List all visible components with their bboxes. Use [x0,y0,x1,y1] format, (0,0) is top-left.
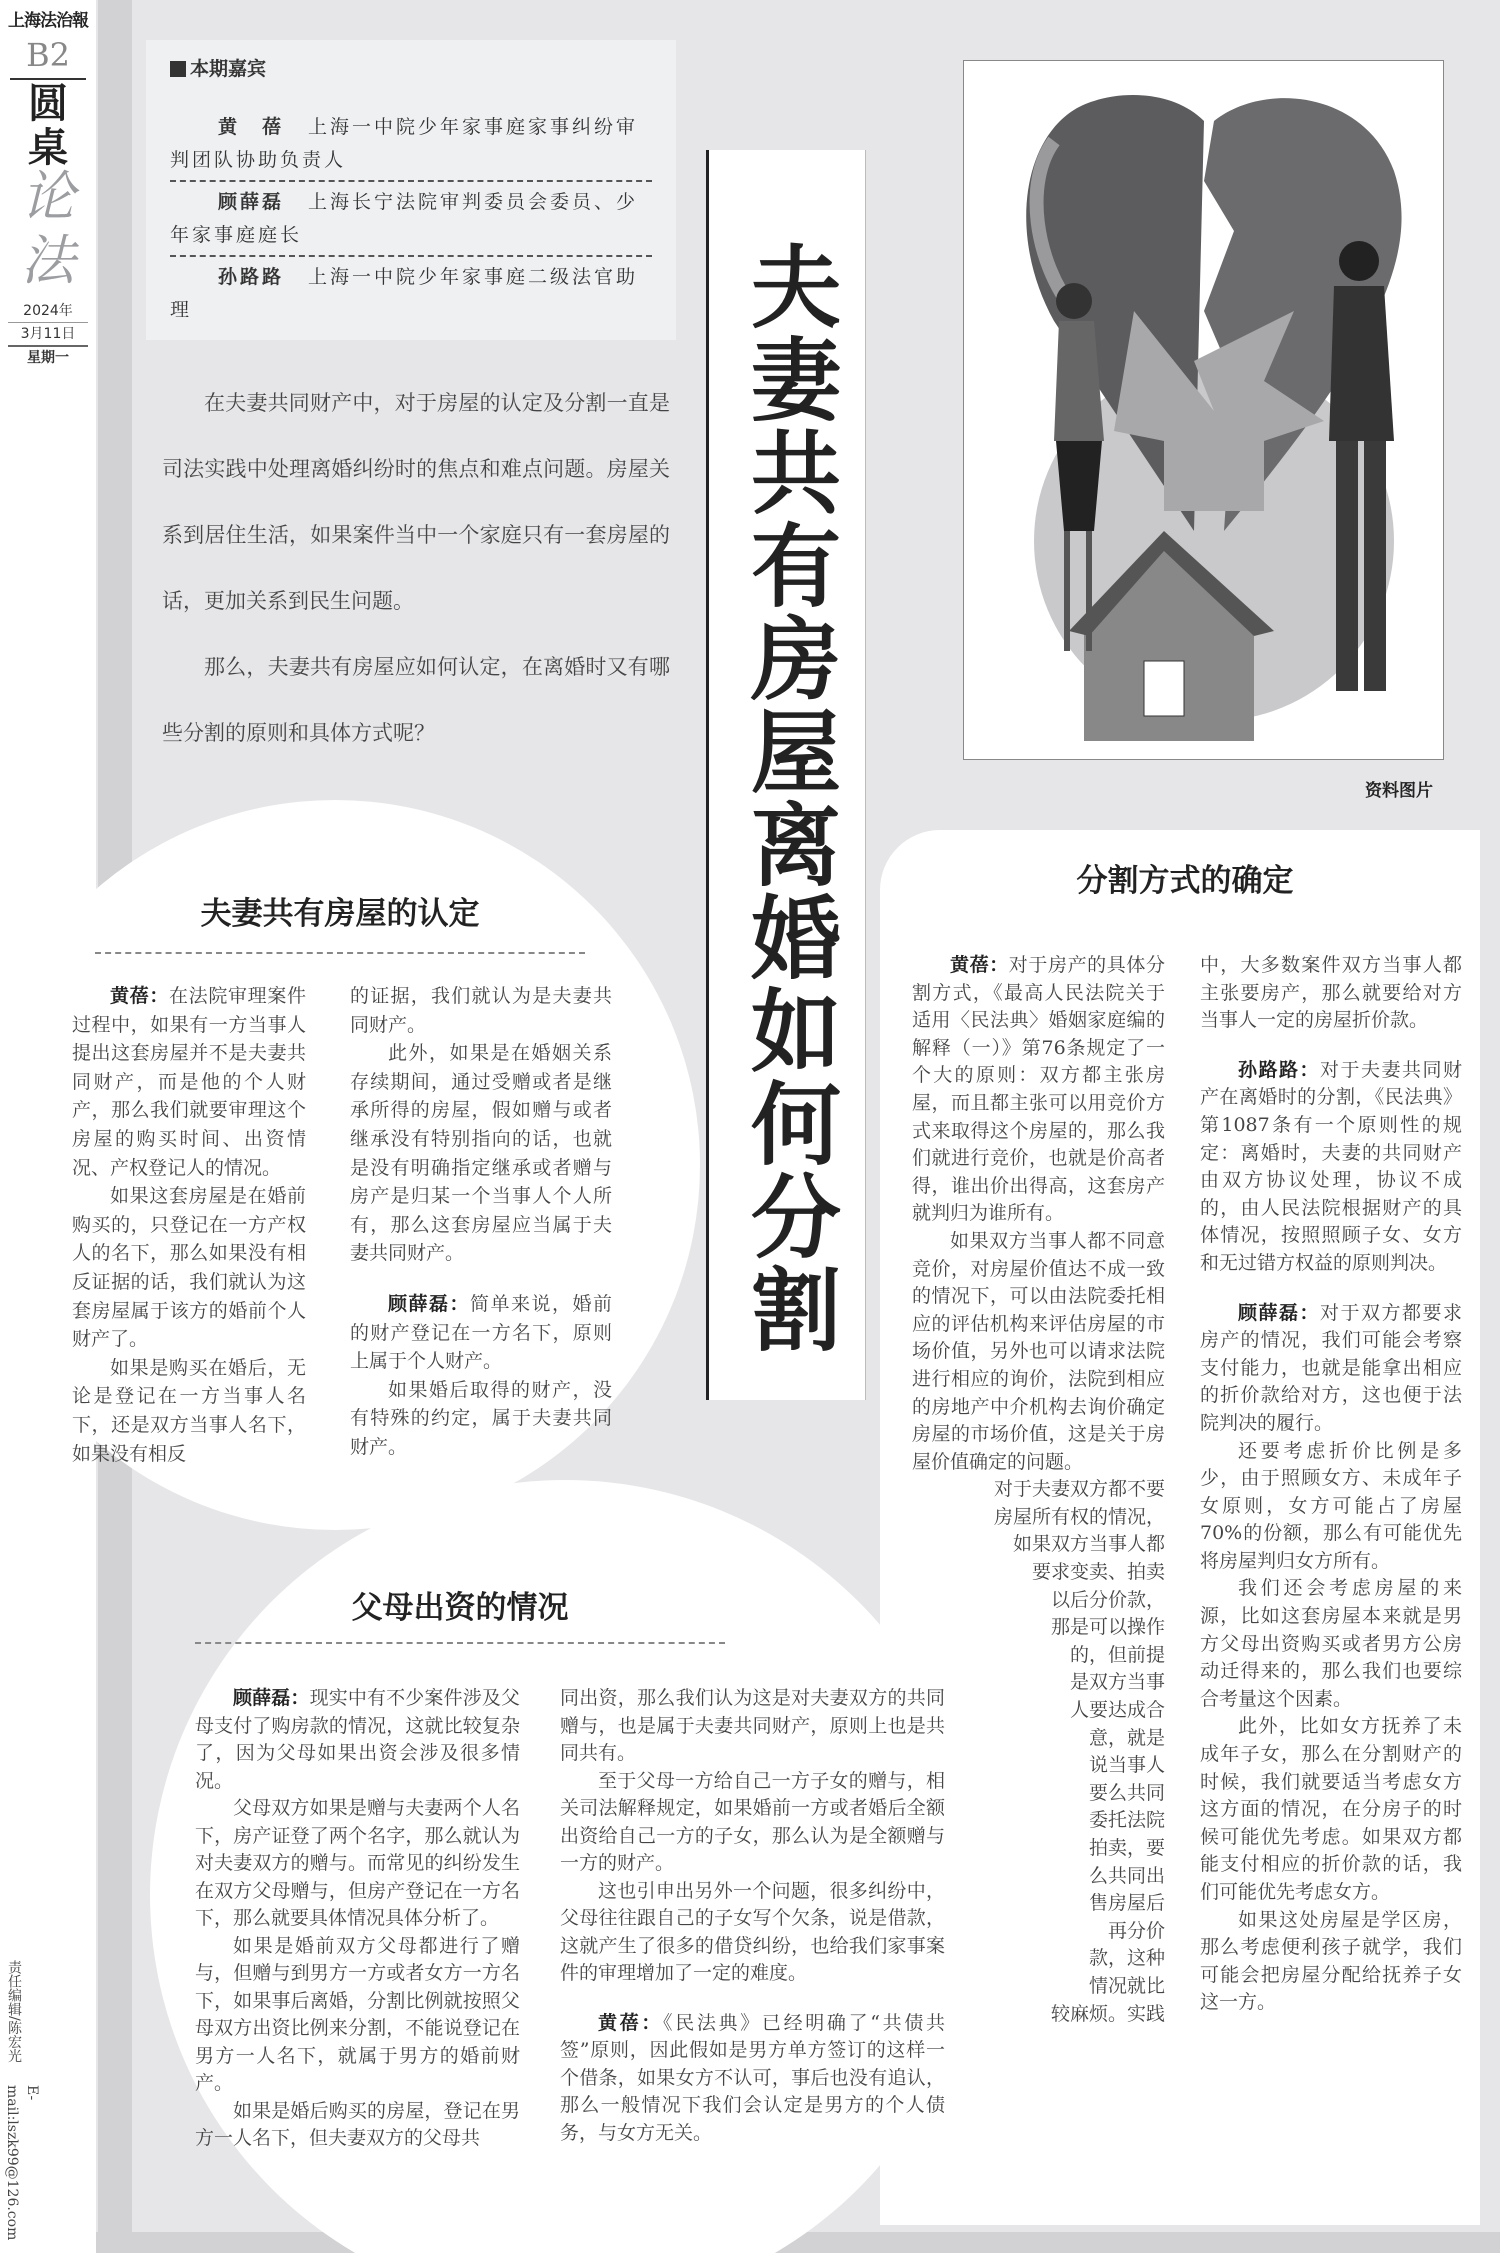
guest-role: 上海一中院少年家事庭家事纠纷审判团队协助负责人 [170,116,639,171]
paragraph-text: 我们还会考虑房屋的来源，比如这套房屋本来就是男方父母出资购买或者男方公房动迁得来的，那么我们也要综合考量这个因素。 [1200,1577,1462,1710]
newspaper-logo: 上海法治報 [8,11,88,31]
paragraph-text: 中，大多数案件双方当事人都主张要房产，那么就要给对方当事人一定的房屋折价款。 [1200,954,1462,1032]
paragraph-text: 如果双方当事人都不同意竞价，对房屋价值达不成一致的情况下，可以由法院委托相应的评估机构来评估房屋的市场价值，另外也可以请求法院进行相应的询价，法院到相应的房地产中介机构去询价确定房屋的市场价值，这是关于房屋价值确定的问题。 [912,1229,1165,1473]
article-paragraph [1200,1438,1462,1576]
guests-box [146,40,676,340]
article-paragraph [350,982,612,1039]
guest-entry [170,257,652,330]
issue-day: 3月11日 [8,322,88,347]
paragraph-text: 至于父母一方给自己一方子女的赠与，相关司法解释规定，如果婚前一方或者婚后全额出资给自己一方的子女，那么认为是全额赠与一方的财产。 [560,1769,945,1874]
section-divider [195,1642,725,1644]
speaker-name: 顾薛磊： [388,1292,470,1315]
paragraph-text: 《民法典》已经明确了“共债共签”原则，因此假如是男方单方签订的这样一个借条，如果女方不认可，事后也没有追认，那么一般情况下我们会认定是男方的个人债务，与女方无关。 [560,2011,945,2144]
article-paragraph [195,1933,520,2098]
intro-paragraph: 那么，夫妻共有房屋应如何认定，在离婚时又有哪些分割的原则和具体方式呢？ [162,655,670,745]
illustration-image [963,60,1444,760]
guest-name: 孙路路 [218,266,285,288]
paragraph-text: 如果是购买在婚后，无论是登记在一方当事人名下，还是双方当事人名下，如果没有相反 [72,1356,306,1465]
paragraph-text: 这也引申出另外一个问题，很多纠纷中，父母往往跟自己的子女写个欠条，说是借款，这就产生了很多的借贷纠纷，也给我们家事案件的审理增加了一定的难度。 [560,1879,945,1984]
article-paragraph [1200,952,1462,1035]
article-paragraph [350,1039,612,1268]
article-paragraph [1200,1907,1462,2017]
paragraph-text: 的证据，我们就认为是夫妻共同财产。 [350,985,612,1036]
article-paragraph [72,982,306,1182]
editor-email: E-mail:lszk99@126.com [4,2085,40,2241]
paragraph-text: 此外，比如女方抚养了未成年子女，那么在分割财产的时候，我们就要适当考虑女方这方面的情况，在分房子的时候可能优先考虑。如果双方都能支付相应的折价款的话，我们可能优先考虑女方。 [1200,1715,1462,1903]
paragraph-text: 对于双方都要求房产的情况，我们可能会考察支付能力，也就是能拿出相应的折价款给对方，这也便于法院判决的履行。 [1200,1301,1462,1434]
section-divider [95,952,585,954]
editor-credit: 责任编辑/陈宏光 [6,1960,22,2063]
article-column [1200,952,1462,2017]
article-paragraph [1200,1057,1462,1278]
paragraph-text: 父母双方如果是赠与夫妻两个人名下，房产证登了两个名字，那么就认为对夫妻双方的赠与。而常见的纠纷发生在双方父母赠与，但房产登记在一方名下，那么就要具体情况具体分析了。 [195,1797,520,1929]
paragraph-text: 对于夫妻共同财产在离婚时的分割，《民法典》第1087条有一个原则性的规定：离婚时，夫妻的共同财产由双方协议处理，协议不成的，由人民法院根据财产的具体情况，按照照顾子女、女方和无过错方权益的原则判决。 [1200,1058,1462,1274]
article-paragraph [72,1182,306,1354]
paragraph-text: 此外，如果是在婚姻关系存续期间，通过受赠或者是继承所得的房屋，假如赠与或者继承没有特别指向的话，也就是没有明确指定继承或者赠与房产是归某一个当事人个人所有，那么这套房屋应当属于夫妻共同财产。 [350,1042,612,1265]
article-column [195,1685,520,2153]
paragraph-text: 如果是婚后购买的房屋，登记在男方一人名下，但夫妻双方的父母共 [195,2099,520,2149]
speaker-name: 黄蓓： [110,985,169,1007]
intro-paragraph: 在夫妻共同财产中，对于房屋的认定及分割一直是司法实践中处理离婚纠纷时的焦点和难点问题。房屋关系到居住生活，如果案件当中一个家庭只有一套房屋的话，更加关系到民生问题。 [162,391,670,613]
article-paragraph [195,1795,520,1933]
column-name-calligraphy: 论法 [21,165,75,292]
guest-entry [170,182,652,257]
guest-role: 上海长宁法院审判委员会委员、少年家事庭庭长 [170,191,639,246]
article-paragraph [350,1376,612,1462]
speaker-name: 顾薛磊： [233,1687,310,1709]
issue-date [8,300,88,369]
paragraph-text: 对于夫妻双方都不要房屋所有权的情况，如果双方当事人都要求变卖、拍卖以后分价款，那是可以操作的，但前提是双方当事人要达成合意，就是说当事人要么共同委托法院拍卖，要么共同出售房屋后再分价款，这种情况就比较麻烦。实践 [993,1478,1165,2025]
paragraph-text: 还要考虑折价比例是多少，由于照顾女方、未成年子女原则，女方可能占了房屋70%的份额，那么有可能优先将房屋判归女方所有。 [1200,1439,1462,1572]
article-paragraph [1200,1713,1462,1906]
article-column [912,952,1165,2028]
article-paragraph [195,1685,520,1795]
column-name: 圆桌 [28,81,68,171]
paragraph-text: 如果这处房屋是学区房，那么考虑便利孩子就学，我们可能会把房屋分配给抚养子女这一方。 [1200,1908,1462,2014]
article-paragraph [195,2098,520,2153]
speaker-name: 黄蓓： [950,954,1009,976]
paragraph-text: 如果婚后取得的财产，没有特殊的约定，属于夫妻共同财产。 [350,1378,612,1458]
article-paragraph [72,1354,306,1468]
section-heading: 父母出资的情况 [351,1590,569,1626]
paragraph-text: 如果是婚前双方父母都进行了赠与，但赠与到男方一方或者女方一方名下，如果事后离婚，分割比例就按照父母双方出资比例来分割，不能说登记在男方一人名下，就属于男方的婚前财产。 [195,1934,520,2094]
article-paragraph [912,952,1165,1228]
speaker-name: 顾薛磊： [1238,1301,1320,1324]
paragraph-text: 简单来说，婚前的财产登记在一方名下，原则上属于个人财产。 [350,1292,612,1373]
article-paragraph [560,1768,945,1878]
article-paragraph [560,1685,945,1768]
image-caption: 资料图片 [1365,781,1433,801]
intro-text [162,370,670,766]
guest-role: 上海一中院少年家事庭二级法官助理 [170,266,639,321]
paragraph-text: 在法院审理案件过程中，如果有一方当事人提出这套房屋并不是夫妻共同财产，而是他的个人财产，那么我们就要审理这个房屋的购买时间、出资情况、产权登记人的情况。 [72,985,306,1179]
page-number: B2 [10,36,86,80]
paragraph-text: 如果这套房屋是在婚前购买的，只登记在一方产权人的名下，那么如果没有相反证据的话，我们就认为这套房屋属于该方的婚前个人财产了。 [72,1185,306,1351]
issue-year: 2024年 [23,303,73,319]
speaker-name: 孙路路： [1238,1058,1320,1081]
guest-entry [170,107,652,182]
paragraph-text: 对于房产的具体分割方式，《最高人民法院关于适用〈民法典〉婚姻家庭编的解释（一）》第76条规定了一个大的原则：双方都主张房屋，而且都主张可以用竞价方式来取得这个房屋的，那么我们就进行竞价，也就是价高者得，谁出价出得高，这套房产就判归为谁所有。 [912,954,1165,1225]
section-heading: 夫妻共有房屋的认定 [200,896,480,932]
issue-weekday: 星期一 [27,350,69,366]
guests-heading: 本期嘉宾 [170,54,652,81]
article-column [560,1685,945,2147]
paragraph-text: 同出资，那么我们认为这是对夫妻双方的共同赠与，也是属于夫妻共同财产，原则上也是共同共有。 [560,1687,945,1764]
speaker-name: 黄蓓： [598,2011,664,2034]
guest-name: 黄 蓓 [218,116,285,138]
guest-name: 顾薛磊 [218,191,285,213]
article-paragraph [1200,1300,1462,1438]
article-paragraph [560,2010,945,2148]
article-column [350,982,612,1462]
article-paragraph [350,1290,612,1376]
article-paragraph [912,1228,1165,1476]
article-paragraph [560,1878,945,1988]
section-heading: 分割方式的确定 [1076,863,1294,899]
article-column [72,982,306,1468]
paragraph-text: 现实中有不少案件涉及父母支付了购房款的情况，这就比较复杂了，因为父母如果出资会涉及很多情况。 [195,1687,520,1792]
headline: 夫妻共有房屋离婚如何分割 [735,240,840,1356]
article-paragraph [1200,1575,1462,1713]
